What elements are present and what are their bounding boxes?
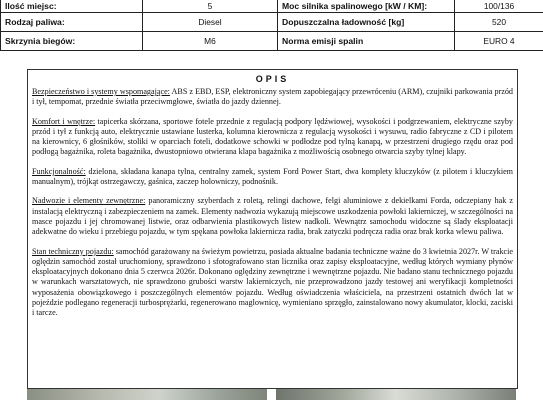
section-technical xyxy=(32,247,513,319)
section-comfort xyxy=(32,117,513,158)
spec-value: 100/136 xyxy=(455,0,543,13)
vehicle-photo-right xyxy=(276,389,516,400)
vehicle-photo-left xyxy=(27,389,267,400)
section-text: samochód garażowany na świeżym powietrzu, posiada aktualne badania techniczne ważne do 3 kwietnia 2027r. W trakcie oględzin samochód został uruchomiony, sprawdzono i sfotografowano stan licznika oraz zapisy eksploatacyjne, według których wymiany płynów eksploatacyjnych dokonano dnia 5 czerwca 2026r. Dokonano oględziny zewnętrzne i wewnętrzne pojazdu. Nie badano stanu technicznego pojazdu w warunkach warsztatowych, nie sprawdzono grubości warstw lakierniczych, nie przeprowadzono jazdy testowej ani weryfikacji kompletności wyposażenia obowiązkowego i poszczególnych elementów pojazdu. Według oświadczenia właściciela, na przestrzeni ostatnich dwóch lat w pojeździe podlegano regeneracji turbosprężarki, regenerowano maglownicę, wymieniano sprzęgło, zainstalowano nowy akumulator, klocki, zaciski i tarcze. xyxy=(32,246,513,318)
spec-label: Ilość miejsc: xyxy=(1,0,143,13)
spec-value: Diesel xyxy=(143,13,278,32)
spec-row xyxy=(1,0,543,13)
spec-value: EURO 4 xyxy=(455,32,543,51)
section-heading: Stan techniczny pojazdu: xyxy=(32,246,114,256)
spec-label: Dopuszczalna ładowność [kg] xyxy=(278,13,455,32)
section-heading: Nadwozie i elementy zewnętrzne: xyxy=(32,196,146,206)
spec-label: Skrzynia biegów: xyxy=(1,32,143,51)
section-body xyxy=(32,196,513,237)
spec-label: Rodzaj paliwa: xyxy=(1,13,143,32)
section-functionality xyxy=(32,167,513,188)
spec-row xyxy=(1,32,543,51)
spec-value: 520 xyxy=(455,13,543,32)
spec-row xyxy=(1,13,543,32)
section-text: panoramiczny szyberdach z roletą, relingi dachowe, felgi aluminiowe z dekielkami Forda, odczepiany hak z instalacją elektryczną i zabezpieczeniem na zamek. Elementy nadwozia wykazują miejscowe uszkodzenia powłoki lakierniczej, w szczególności na masce pojazdu i jej chromowanej listwie, oraz odbarwienia plastikowych listew nadkoli. Wewnątrz samochodu widoczne są ślady eksploatacji adekwatne do wieku i przebiegu pojazdu, w tym spękana powłoka lakiernicza radia, brak zatyczki podręcza radia oraz brak korka wlewu paliwa. xyxy=(32,196,513,237)
section-heading: Funkcjonalność: xyxy=(32,166,86,176)
specification-table xyxy=(0,0,543,51)
section-safety xyxy=(32,87,513,108)
description-title: OPIS xyxy=(255,74,290,84)
spec-label: Norma emisji spalin xyxy=(278,32,455,51)
section-text: ABS z EBD, ESP, elektroniczny system zapobiegający przewróceniu (ARM), czujniki parkowania przód i tył, tempomat, przednie światła przeciwmgłowe, światła do jazdy dziennej. xyxy=(32,87,513,107)
section-text: tapicerka skórzana, sportowe fotele przednie z regulacją podpory lędźwiowej, wysokości i podgrzewaniem, elektryczne szyby przód i tył z funkcją auto, elektrycznie ustawiane lusterka, kolumna kierownicza z regulacją wysokości i wysuwu, radio fabryczne z CD i pilotem na kierownicy, 6 głośników, stoliki w oparciach foteli, dodatkowe schowki w podłodze pod tylną kanapą, w przestrzeni drugiego rzędu oraz pod podłogą bagażnika, roleta bagażnika, dwustopniowo otwierana klapa bagażnika z możliwością osobnego otwarcia szyby tylnej klapy. xyxy=(32,116,513,157)
description-box xyxy=(27,69,518,389)
spec-label: Moc silnika spalinowego [kW / KM]: xyxy=(278,0,455,13)
spec-value: 5 xyxy=(143,0,278,13)
spec-value: M6 xyxy=(143,32,278,51)
section-heading: Komfort i wnętrze: xyxy=(32,116,96,126)
section-heading: Bezpieczeństwo i systemy wspomagające: xyxy=(32,87,170,96)
section-text: dzielona, składana kanapa tylna, centralny zamek, system Ford Power Start, dwa komplety kluczyków (z pilotem i kluczykiem manualnym), trójkąt ostrzegawczy, gaśnica, zaczep holowniczy, podnośnik. xyxy=(32,166,513,187)
